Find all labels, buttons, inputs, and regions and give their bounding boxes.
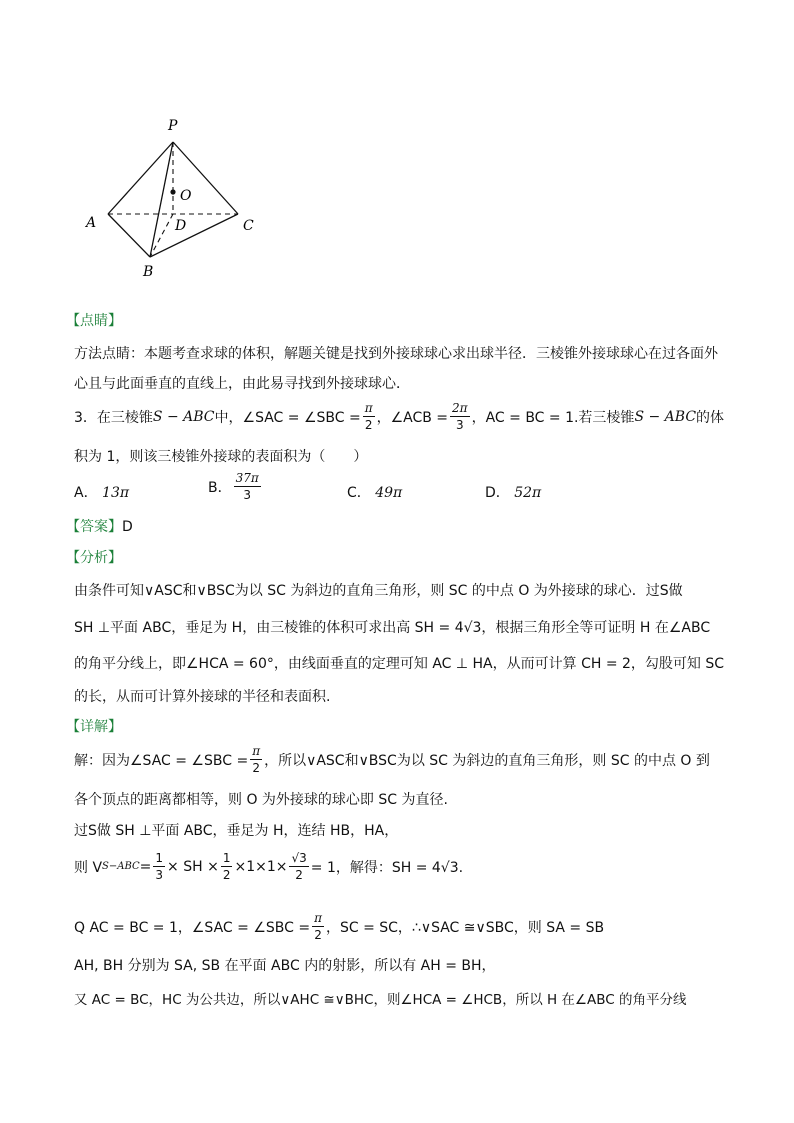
detail-line-3: 过S做 SH ⊥平面 ABC，垂足为 H，连结 HB，HA， — [74, 823, 399, 839]
edge-DB-hidden — [150, 214, 173, 257]
frac-denominator: 3 — [155, 868, 164, 882]
fraction-37pi-over-3 — [234, 472, 261, 501]
option-b — [208, 472, 263, 501]
detail-line-2: 各个顶点的距离都相等，则 O 为外接球的球心即 SC 为直径. — [74, 792, 448, 808]
frac-numerator: 2π — [452, 401, 468, 415]
label-B: B — [143, 264, 154, 280]
label-A: A — [86, 215, 97, 231]
option-letter: C． — [347, 485, 371, 501]
fraction-1-over-2 — [221, 852, 233, 881]
frac-denominator: 2 — [314, 928, 322, 942]
edge-PA — [108, 142, 173, 214]
frac-numerator: π — [314, 911, 322, 925]
frac-denominator: 2 — [364, 418, 373, 432]
fraction-sqrt3-over-2 — [289, 852, 308, 881]
frac-denominator: 3 — [243, 488, 251, 502]
fraction-pi-over-2 — [312, 912, 324, 941]
heading-answer: 【答案】 — [66, 519, 122, 535]
center-point-O — [170, 189, 175, 194]
detail-text-a: 解：因为∠SAC = ∠SBC = — [74, 752, 249, 769]
detail-volume-subscript: S−ABC — [102, 861, 140, 872]
detail-equals: = — [139, 858, 152, 875]
problem-expr-b: S − ABC — [634, 408, 697, 425]
detail-times-sh: × SH × — [167, 858, 219, 875]
fraction-2pi-over-3 — [450, 402, 470, 431]
analysis-line-3: 的角平分线上，即∠HCA = 60°，由线面垂直的定理可知 AC ⊥ HA，从而可计算 CH = 2，勾股可知 SC — [74, 656, 725, 672]
option-c — [347, 482, 402, 502]
detail-result: = 1，解得：SH = 4√3. — [310, 859, 464, 876]
frac-numerator: 37π — [235, 471, 259, 485]
answer-value: D — [122, 519, 133, 535]
option-value: 52π — [514, 485, 542, 501]
label-C: C — [243, 218, 254, 234]
heading-analysis: 【分析】 — [66, 550, 122, 566]
detail-line-5 — [74, 912, 604, 941]
option-a — [74, 482, 129, 502]
detail-volume-v: 则 V — [74, 859, 103, 876]
fraction-1-over-3 — [153, 852, 165, 881]
fraction-pi-over-2 — [363, 402, 375, 431]
frac-numerator: √3 — [291, 851, 307, 865]
problem-text-b: 中，∠SAC = ∠SBC = — [214, 409, 361, 426]
frac-numerator: 1 — [155, 851, 164, 865]
option-letter: B． — [208, 479, 232, 496]
frac-denominator: 3 — [455, 418, 464, 432]
detail-line-6: AH, BH 分别为 SA, SB 在平面 ABC 内的射影，所以有 AH = BH， — [74, 958, 496, 974]
dianjing-line-1: 方法点睛：本题考查求球的体积，解题关键是找到外接球球心求出球半径．三棱锥外接球球心在过各面外 — [74, 346, 718, 362]
label-P: P — [168, 118, 178, 134]
frac-denominator: 2 — [252, 761, 260, 775]
edge-BC — [150, 214, 238, 257]
edge-PB — [150, 142, 173, 257]
option-letter: A． — [74, 485, 98, 501]
detail-line-4 — [74, 852, 463, 881]
problem-text-e: 的体 — [696, 409, 725, 426]
problem-line-2: 积为 1，则该三棱锥外接球的表面积为（ ） — [74, 449, 368, 465]
frac-numerator: 1 — [222, 851, 231, 865]
fraction-pi-over-2 — [250, 745, 262, 774]
detail-line-7: 又 AC = BC，HC 为公共边，所以∨AHC ≅∨BHC，则∠HCA = ∠HCB，所以 H 在∠ABC 的角平分线 — [74, 992, 687, 1008]
frac-denominator: 2 — [295, 868, 303, 882]
label-O: O — [180, 188, 192, 204]
detail-text-d: ，SC = SC，∴∨SAC ≅∨SBC，则 SA = SB — [325, 919, 605, 936]
frac-numerator: π — [252, 744, 261, 758]
frac-denominator: 2 — [222, 868, 231, 882]
heading-dianjing: 【点睛】 — [66, 313, 122, 329]
option-value: 13π — [102, 485, 130, 501]
option-letter: D． — [485, 485, 510, 501]
detail-line-1 — [74, 745, 710, 774]
option-value: 49π — [375, 485, 403, 501]
frac-numerator: π — [364, 401, 373, 415]
analysis-line-1: 由条件可知∨ASC和∨BSC为以 SC 为斜边的直角三角形，则 SC 的中点 O 为外接球的球心．过S做 — [74, 583, 683, 599]
label-D: D — [175, 218, 187, 234]
problem-text-a: 3．在三棱锥 — [74, 409, 153, 426]
analysis-line-4: 的长，从而可计算外接球的半径和表面积. — [74, 689, 331, 705]
problem-text-d: ，AC = BC = 1.若三棱锥 — [471, 409, 635, 426]
detail-text-c: Q AC = BC = 1，∠SAC = ∠SBC = — [74, 919, 311, 936]
dianjing-line-2: 心且与此面垂直的直线上，由此易寻找到外接球球心． — [74, 376, 410, 392]
pyramid-figure — [80, 112, 270, 287]
problem-line-1 — [74, 402, 724, 431]
detail-text-b: ，所以∨ASC和∨BSC为以 SC 为斜边的直角三角形，则 SC 的中点 O 到 — [264, 752, 710, 769]
analysis-line-2: SH ⊥平面 ABC，垂足为 H，由三棱锥的体积可求出高 SH = 4√3，根据三角形全等可证明 H 在∠ABC — [74, 620, 711, 636]
edge-AB — [108, 214, 150, 257]
problem-text-c: ，∠ACB = — [376, 409, 449, 426]
detail-times: ×1×1× — [234, 858, 288, 875]
answer-row — [66, 516, 133, 536]
option-d — [485, 482, 541, 502]
heading-detail: 【详解】 — [66, 719, 122, 735]
problem-expr-a: S − ABC — [152, 408, 215, 425]
